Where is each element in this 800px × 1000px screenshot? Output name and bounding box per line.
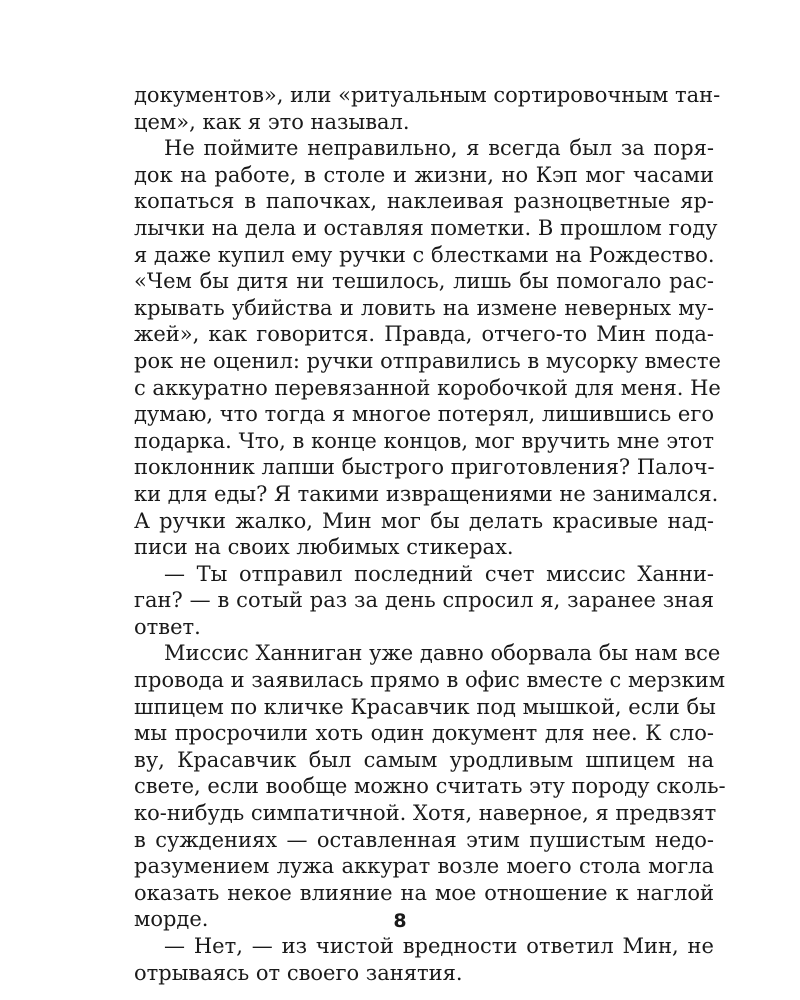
text-line: Не поймите неправильно, я всегда был за поря- [164, 136, 714, 161]
text-line: жей», как говорится. Правда, отчего-то Мин пода- [134, 322, 714, 347]
text-line: свете, если вообще можно считать эту породу сколь- [134, 774, 726, 799]
text-line: разумением лужа аккурат возле моего стола могла [134, 854, 714, 879]
text-line: — Нет, — из чистой вредности ответил Мин, не [164, 934, 714, 958]
text-line: в суждениях — оставленная этим пушистым недо- [134, 827, 714, 852]
text-line: ву, Красавчик был самым уродливым шпицем на [134, 747, 714, 772]
text-line: отрываясь от своего занятия. [134, 960, 463, 985]
text-line: ответ. [134, 614, 201, 639]
text-line: мы просрочили хоть один документ для нее. К сло- [134, 721, 714, 746]
text-line: копаться в папочках, наклеивая разноцветные яр- [134, 189, 714, 214]
text-line: шпицем по кличке Красавчик под мышкой, если бы [134, 694, 716, 719]
text-line: крывать убийства и ловить на измене неверных му- [134, 295, 714, 320]
text-line: морде. [134, 907, 209, 932]
text-line: ко-нибудь симпатичной. Хотя, наверное, я предвзят [134, 801, 717, 826]
text-line: писи на своих любимых стикерах. [134, 535, 514, 560]
page-number: 8 [393, 910, 407, 932]
text-line: Миссис Ханниган уже давно оборвала бы нам все [164, 641, 721, 666]
text-line: ки для еды? Я такими извращениями не занимался. [134, 481, 719, 506]
text-line: документов», или «ритуальным сортировочным тан- [134, 83, 721, 107]
text-line: «Чем бы дитя ни тешилось, лишь бы помогало рас- [134, 269, 714, 294]
text-line: рок не оценил: ручки отправились в мусорку вместе [134, 348, 721, 373]
text-line: думаю, что тогда я многое потерял, лишившись его [134, 402, 714, 427]
text-line: ган? — в сотый раз за день спросил я, заранее зная [134, 588, 714, 613]
text-line: провода и заявилась прямо в офис вместе с мерзким [134, 668, 726, 693]
text-line: я даже купил ему ручки с блестками на Рождество. [134, 242, 715, 267]
text-line: А ручки жалко, Мин мог бы делать красивые над- [134, 508, 714, 533]
text-line: оказать некое влияние на мое отношение к наглой [134, 880, 714, 905]
text-line: цем», как я это называл. [134, 109, 410, 134]
body-text [134, 82, 726, 986]
text-line: док на работе, в столе и жизни, но Кэп мог часами [134, 162, 714, 187]
text-line: — Ты отправил последний счет миссис Ханни- [164, 561, 714, 586]
text-line: поклонник лапши быстрого приготовления? Палоч- [134, 455, 715, 480]
text-line: с аккуратно перевязанной коробочкой для меня. Не [134, 375, 721, 400]
text-line: лычки на дела и оставляя пометки. В прошлом году [134, 215, 718, 240]
text-line: подарка. Что, в конце концов, мог вручить мне этот [134, 428, 714, 453]
